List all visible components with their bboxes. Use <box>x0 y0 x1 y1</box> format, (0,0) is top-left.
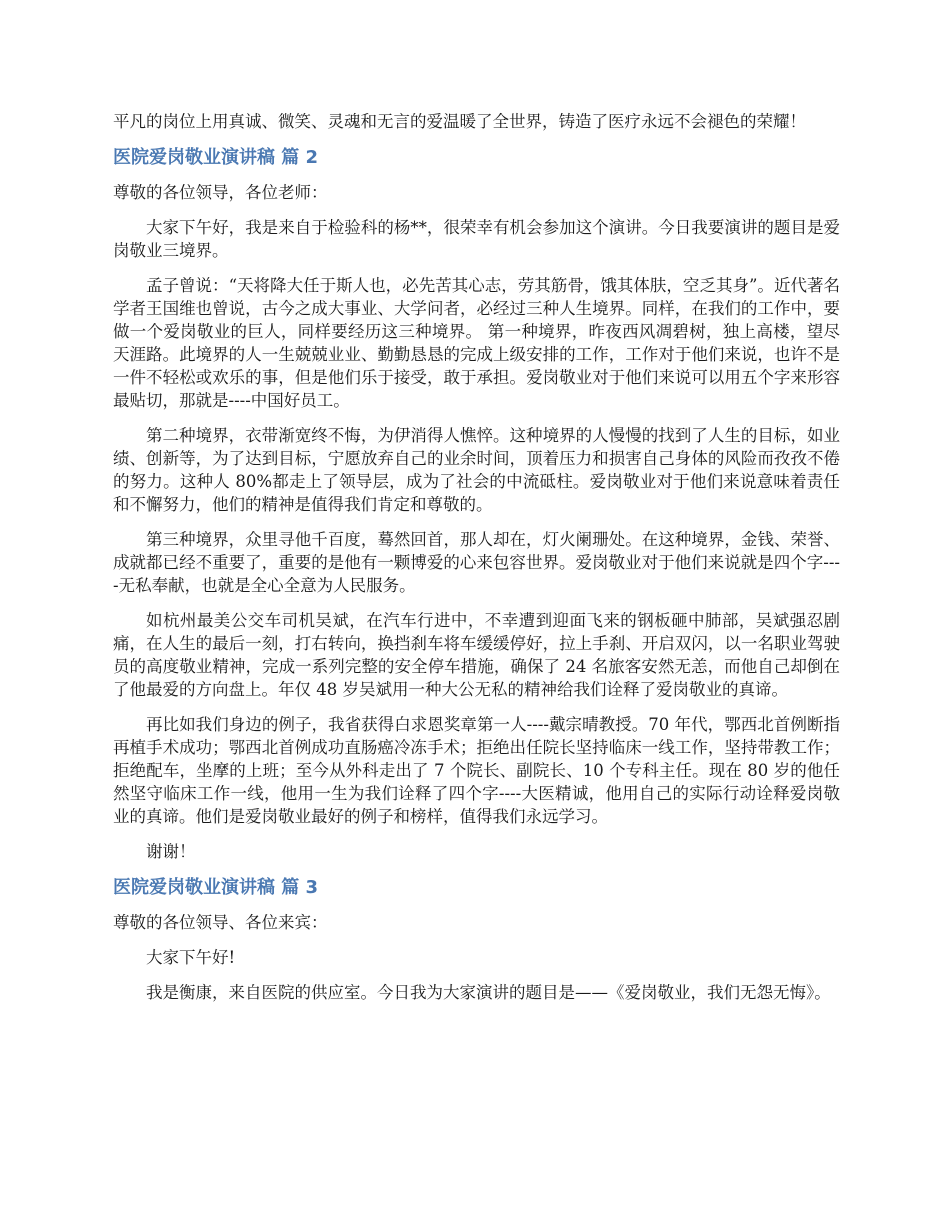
section-3-salutation: 尊敬的各位领导、各位来宾： <box>113 913 328 932</box>
section-2-paragraph-6: 再比如我们身边的例子，我省获得白求恩奖章第一人----戴宗晴教授。70 年代，鄂西北首例断指再植手术成功；鄂西北首例成功直肠癌冷冻手术；拒绝出任院长坚持临床一线工作，坚持带教工作；拒绝配车，坐摩的上班；至今从外科走出了 7 个院长、副院长、10 个专科主任。现在 80 岁的他任然坚守临床工作一线，他用一生为我们诠释了四个字----大医精诚，他用自己的实际行动诠释爱岗敬业的真谛。他们是爱岗敬业最好的例子和榜样，值得我们永远学习。 <box>113 715 840 826</box>
section-2-paragraph-4: 第三种境界，众里寻他千百度，蓦然回首，那人却在，灯火阑珊处。在这种境界，金钱、荣誉、成就都已经不重要了，重要的是他有一颗博爱的心来包容世界。爱岗敬业对于他们来说就是四个字----无私奉献，也就是全心全意为人民服务。 <box>113 530 840 595</box>
section-3-heading: 医院爱岗敬业演讲稿 篇 3 <box>113 877 319 898</box>
document-page <box>113 110 840 1016</box>
section-3-paragraph-1: 大家下午好! <box>146 948 236 967</box>
section-2-paragraph-2: 孟子曾说：“天将降大任于斯人也，必先苦其心志，劳其筋骨，饿其体肤，空乏其身”。近代著名学者王国维也曾说，古今之成大事业、大学问者，必经过三种人生境界。同样，在我们的工作中，要做一个爱岗敬业的巨人，同样要经历这三种境界。 第一种境界，昨夜西风凋碧树，独上高楼，望尽天涯路。此境界的人一生兢兢业业、勤勤恳恳的完成上级安排的工作，工作对于他们来说，也许不是一件不轻松或欢乐的事，但是他们乐于接受，敢于承担。爱岗敬业对于他们来说可以用五个字来形容最贴切，那就是----中国好员工。 <box>113 276 840 410</box>
section-2-salutation: 尊敬的各位领导，各位老师： <box>113 183 328 202</box>
section-2-heading: 医院爱岗敬业演讲稿 篇 2 <box>113 147 319 168</box>
section-2-paragraph-3: 第二种境界，衣带渐宽终不悔，为伊消得人憔悴。这种境界的人慢慢的找到了人生的目标，如业绩、创新等，为了达到目标，宁愿放弃自己的业余时间，顶着压力和损害自己身体的风险而孜孜不倦的努力。这种人 80%都走上了领导层，成为了社会的中流砥柱。爱岗敬业对于他们来说意味着责任和不懈努力，他们的精神是值得我们肯定和尊敬的。 <box>113 426 840 514</box>
section-2-paragraph-5: 如杭州最美公交车司机吴斌，在汽车行进中，不幸遭到迎面飞来的钢板砸中肺部，吴斌强忍剧痛，在人生的最后一刻，打右转向，换挡刹车将车缓缓停好，拉上手刹、开启双闪，以一名职业驾驶员的高度敬业精神，完成一系列完整的安全停车措施，确保了 24 名旅客安然无恙，而他自己却倒在了他最爱的方向盘上。年仅 48 岁吴斌用一种大公无私的精神给我们诠释了爱岗敬业的真谛。 <box>113 611 840 699</box>
intro-paragraph: 平凡的岗位上用真诚、微笑、灵魂和无言的爱温暖了全世界，铸造了医疗永远不会褪色的荣耀！ <box>113 112 806 131</box>
section-2-paragraph-1: 大家下午好，我是来自于检验科的杨**，很荣幸有机会参加这个演讲。今日我要演讲的题目是爱岗敬业三境界。 <box>113 218 840 260</box>
section-2-closing: 谢谢！ <box>146 842 196 861</box>
section-3-paragraph-2: 我是衡康，来自医院的供应室。今日我为大家演讲的题目是——《爱岗敬业，我们无怨无悔》。 <box>146 983 831 1002</box>
